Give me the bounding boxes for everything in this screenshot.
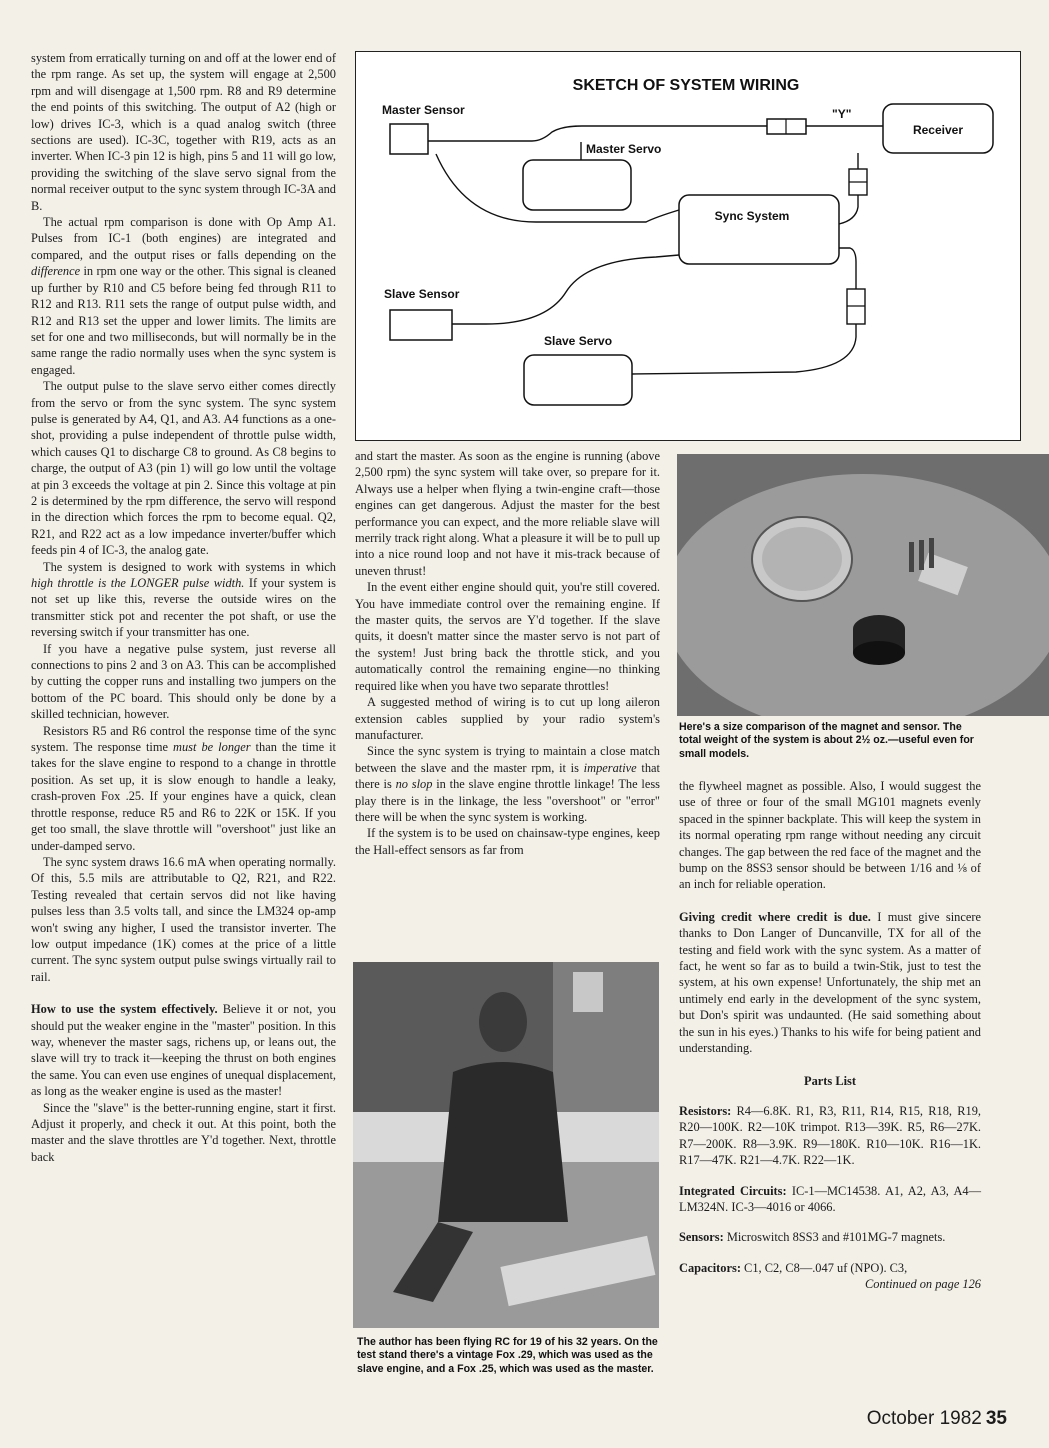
parts-sensors: Sensors: Microswitch 8SS3 and #101MG-7 magnets. bbox=[679, 1230, 946, 1245]
wiring-diagram bbox=[355, 51, 1021, 441]
diagram-title: SKETCH OF SYSTEM WIRING bbox=[572, 77, 800, 94]
paragraph: In the event either engine should quit, you're still covered. You have immediate control over the remaining engine. If the master quits, the servos are Y'd together. If the slave quits, it doesn't matter since the master servo is not part of the system! Just bring back the throttle stick, and you automatically control the remaining engine—no thinking required like when you have two separate throttles! bbox=[355, 580, 660, 693]
parts-resistors: Resistors: R4—6.8K. R1, R3, R11, R14, R15, R18, R19, R20—100K. R2—10K trimpot. R13—39K. R5, R6—27K. R7—200K. R8—3.9K. R9—180K. R10—10K. R16—1K. R17—47K. R21—4.7K. R22—1K. bbox=[679, 1103, 981, 1168]
page-number: 35 bbox=[985, 1408, 1007, 1429]
run-in-heading: Giving credit where credit is due. bbox=[679, 909, 871, 924]
label-receiver: Receiver bbox=[912, 123, 964, 137]
paragraph: A suggested method of wiring is to cut up long aileron extension cables supplied by your radio system's manufacturer. bbox=[355, 695, 660, 742]
issue-date: October 1982 bbox=[866, 1408, 982, 1429]
page-folio bbox=[867, 1408, 1007, 1430]
paragraph: If you have a negative pulse system, just reverse all connections to pins 2 and 3 on A3. This can be accomplished by cutting the copper runs and installing two jumpers on the bottom of the PC board. This should only be done by a skilled technician, however. bbox=[31, 641, 336, 722]
label-slave-servo: Slave Servo bbox=[544, 334, 613, 348]
paragraph: Since the sync system is trying to maintain a close match between the slave and the master rpm, it is imperative that there is no slop in the slave engine throttle linkage! The less play there is in the linkage, the less "overshoot" or "error" there will be when the sync system is working. bbox=[355, 744, 660, 824]
paragraph: the flywheel magnet as possible. Also, I would suggest the use of three or four of the small MG101 magnets evenly spaced in the spinner backplate. This will keep the system in its normal operating rpm range without needing any circuit changes. The gap between the red face of the magnet and the bump on the 8SS3 sensor should be between 1/16 and ⅛ of an inch for reliable operation. bbox=[679, 779, 981, 892]
paragraph: If the system is to be used on chainsaw-type engines, keep the Hall-effect sensors as far from bbox=[355, 826, 660, 857]
column-2 bbox=[355, 448, 660, 858]
master-sensor-box bbox=[390, 124, 428, 154]
run-in-heading: How to use the system effectively. bbox=[31, 1002, 218, 1017]
paragraph: The system is designed to work with systems in which high throttle is the LONGER pulse width. If your system is not set up like this, reverse the outside wires on the transmitter stick pot and recenter the pot shaft, or use the reversing switch if your transmitter has one. bbox=[31, 559, 336, 640]
paragraph: system from erratically turning on and off at the lower end of the rpm range. As set up, the system will engage at 2,500 rpm and will disengage at 1,500 rpm. R8 and R9 determine the end points of this switching. The output of A2 (high or low) drives IC-3, which is a quad analog switch (three sections are used). IC-3C, together with R19, acts as an inverter. When IC-3 pin 12 is high, pins 5 and 11 will go low, providing the switching of the slave servo signal from the normal receiver output to the sync system through IC-3A and B. bbox=[31, 51, 336, 213]
continued-note: Continued on page 126 bbox=[865, 1277, 981, 1292]
column-1 bbox=[31, 50, 336, 1165]
wires bbox=[428, 126, 883, 374]
column-3 bbox=[679, 778, 981, 1293]
paragraph: Since the "slave" is the better-running engine, start it first. Adjust it properly, and check it out. At this point, both the master and the slave throttles are Y'd together. Next, throttle back bbox=[31, 1100, 336, 1164]
paragraph: The actual rpm comparison is done with Op Amp A1. Pulses from IC-1 (both engines) are integrated and compared, and the output rises or falls depending on the difference in rpm one way or the other. This signal is cleaned up further by R10 and C5 before being fed through R11 to R12 and R13. R11 sets the range of output pulse width, and R12 and R13 set the upper and lower limits. The limits are set for one and two milliseconds, but will normally be in the same range the radio normally uses when the sync system is engaged. bbox=[31, 215, 336, 377]
parts-ics: Integrated Circuits: IC-1—MC14538. A1, A2, A3, A4—LM324N. IC-3—4016 or 4066. bbox=[679, 1183, 982, 1214]
slave-sensor-box bbox=[390, 310, 452, 340]
paragraph: Giving credit where credit is due. I must give sincere thanks to Don Langer of Duncanville, TX for all of the testing and field work with the sync system. As a matter of fact, he went so far as to build a twin-Stik, just to test the system, at his own expense! Unfortunately, the ship met an untimely end early in the development of the sync system, but Don's spirit was undaunted. (He said something about the sun in his eyes.) Thanks to his wife for being patient and understanding. bbox=[679, 909, 981, 1056]
magnet-sensor-photo bbox=[677, 454, 1049, 716]
master-servo-box bbox=[523, 160, 631, 210]
label-master-servo: Master Servo bbox=[586, 142, 662, 156]
parts-capacitors: Capacitors: C1, C2, C8—.047 uf (NPO). C3, Continued on page 126 bbox=[679, 1260, 981, 1292]
label-master-sensor: Master Sensor bbox=[382, 103, 465, 117]
paragraph: The sync system draws 16.6 mA when operating normally. Of this, 5.5 mils are attributable to Q2, R21, and R22. Testing revealed that certain servos did not like having pulses less than 3.5 volts tall, and since the LM324 op-amp won't swing any higher, I used the transistor inverter. The low output impedance (1K) comes at the price of a little current. The sync system output pulse swings virtually rail to rail. bbox=[31, 854, 336, 984]
parts-list bbox=[679, 1073, 981, 1293]
paragraph: and start the master. As soon as the engine is running (above 2,500 rpm) the sync system will take over, so prepare for it. Always use a helper when flying a twin-engine craft—those engines can get dangerous. Adjust the master for the best performance you can expect, and the more reliable slave will merrily track right along. What a pleasure it will be to pull up into a nice round loop and not have it mis-track because of uneven thrust! bbox=[355, 449, 660, 578]
paragraph: How to use the system effectively. Believe it or not, you should put the weaker engine in the "master" position. In this way, whenever the master sags, richens up, or leans out, the slave will try to track it—keeping the thrust on both engines the same. You can even use engines of unequal displacement, as long as the weaker engine is used as the master! bbox=[31, 1002, 336, 1099]
sync-system-box bbox=[679, 195, 839, 264]
magnet-photo-caption: Here's a size comparison of the magnet and sensor. The total weight of the system is about 2½ oz.—useful even for small models. bbox=[679, 721, 974, 760]
label-slave-sensor: Slave Sensor bbox=[384, 287, 460, 301]
slave-servo-box bbox=[524, 355, 632, 405]
label-sync-system: Sync System bbox=[714, 209, 790, 223]
author-photo bbox=[353, 962, 659, 1328]
author-photo-caption: The author has been flying RC for 19 of his 32 years. On the test stand there's a vintage Fox .29, which was used as the slave engine, and a Fox .25, which was used as the master. bbox=[357, 1336, 658, 1375]
paragraph: Resistors R5 and R6 control the response time of the sync system. The response time must be longer than the time it takes for the slave engine to respond to a change in throttle position. As set up, it is slow enough to handle a leaky, crash-proven Fox .25. If your engines have a quick, clean throttle response, reduce R5 and R6 to 22K or 15K. If you get too small, the slave throttle will "overshoot" just like an under-damped servo. bbox=[31, 723, 336, 853]
parts-list-title: Parts List bbox=[804, 1073, 856, 1088]
label-y: "Y" bbox=[832, 107, 852, 121]
paragraph: The output pulse to the slave servo either comes directly from the servo or from the sync system. The sync system pulse is generated by A4, Q1, and A3. A4 functions as a one-shot, providing a pulse independent of throttle pulse width, which causes Q1 to discharge C8 to ground. As C8 begins to charge, the output of A3 (pin 1) will go low until the voltage at pin 3 exceeds the voltage at pin 2. Since this voltage at pin 2 is determined by the rpm difference, the servo will respond in the direction which forces the rpm to become equal. Q2, R21, and R22 act as a low impedance inverter/buffer which feeds pin 4 of IC-3, the analog gate. bbox=[31, 379, 336, 558]
